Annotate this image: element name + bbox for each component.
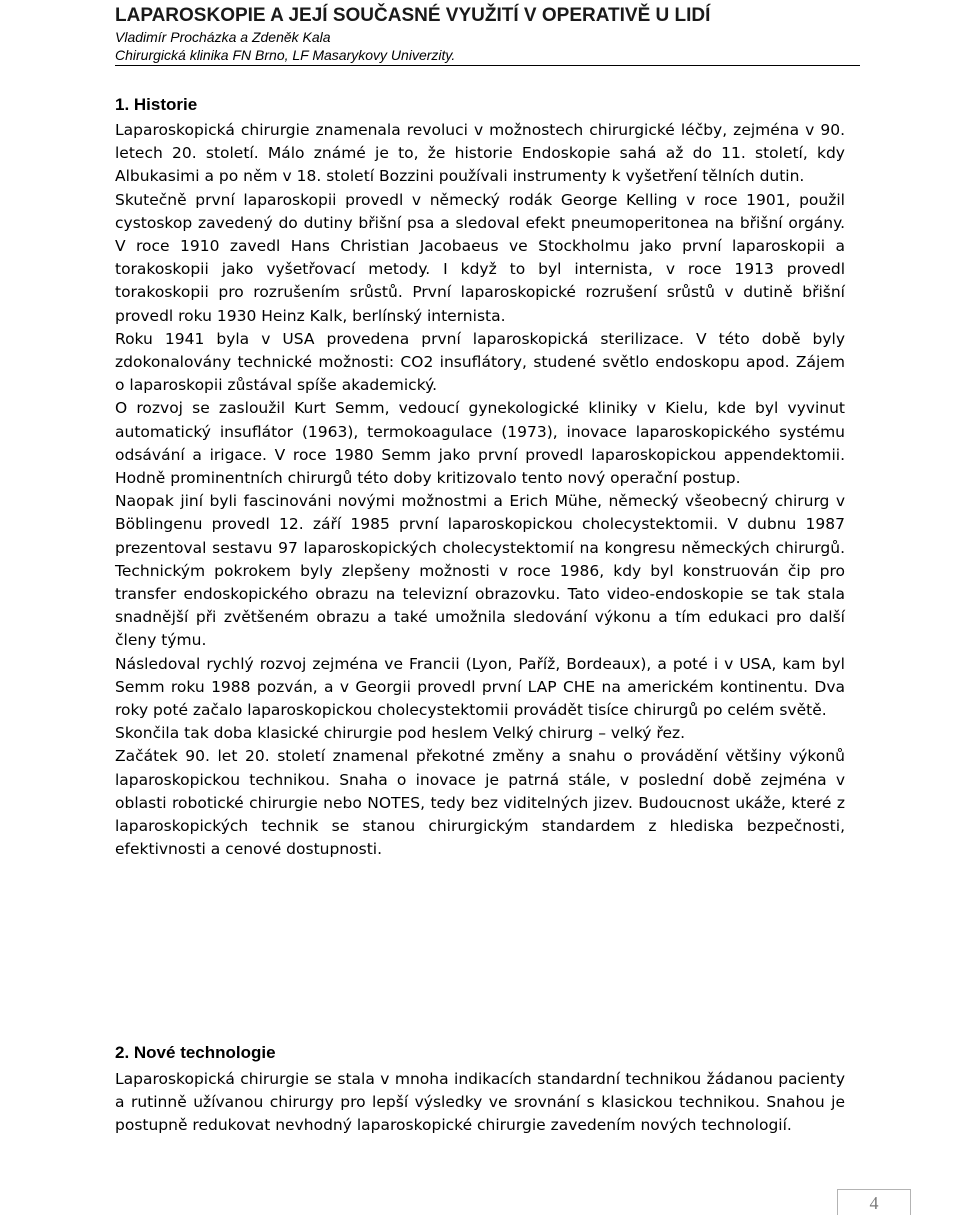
- paragraph: O rozvoj se zasloužil Kurt Semm, vedoucí gynekologické kliniky v Kielu, kde byl vyvinut automatický insuflátor (1963), termokoagulace (1973), inovace laparoskopického systému odsávání a irigace. V roce 1980 Semm jako první provedl laparoskopickou appendektomii. Hodně prominentních chirurgů této doby kritizovalo tento nový operační postup.: [115, 399, 845, 488]
- document-header: [115, 4, 860, 66]
- paragraph: Začátek 90. let 20. století znamenal překotné změny a snahu o provádění většiny výkonů laparoskopickou technikou. Snaha o inovace je patrná stále, v poslední době zejména v oblasti robotické chirurgie nebo NOTES, tedy bez viditelných jizev. Budoucnost ukáže, které z laparoskopických technik se stanou chirurgickým standardem z hlediska bezpečnosti, efektivnosti a cenové dostupnosti.: [115, 747, 845, 859]
- section-heading-nove-technologie: 2. Nové technologie: [115, 1043, 276, 1062]
- document-page: [115, 0, 845, 1213]
- paragraph: Laparoskopická chirurgie se stala v mnoha indikacích standardní technikou žádanou pacienty a rutinně užívanou chirurgy pro lepší výsledky ve srovnání s klasickou technikou. Snahou je postupně redukovat nevhodný laparoskopické chirurgie zavedením nových technologií.: [115, 1070, 845, 1135]
- section-heading-historie: 1. Historie: [115, 95, 198, 114]
- authors: Vladimír Procházka a Zdeněk Kala: [115, 29, 331, 45]
- page-number-box: [837, 1189, 911, 1215]
- paragraph: Naopak jiní byli fascinováni novými možnostmi a Erich Mühe, německý všeobecný chirurg v Böblingenu provedl 12. září 1985 první laparoskopickou cholecystektomii. V dubnu 1987 prezentoval sestavu 97 laparoskopických cholecystektomií na kongresu německých chirurgů. Technickým pokrokem byly zlepšeny možnosti v roce 1986, kdy byl konstruován čip pro transfer endoskopického obrazu na televizní obrazovku. Tato video-endoskopie se tak stala snadnější při zvětšeném obrazu a také umožnila sledování výkonu a tím edukaci pro další členy týmu.: [115, 492, 845, 650]
- section-body-nove-technologie: [115, 1068, 845, 1138]
- paragraph: Následoval rychlý rozvoj zejména ve Francii (Lyon, Paříž, Bordeaux), a poté i v USA, kam byl Semm roku 1988 pozván, a v Georgii provedl první LAP CHE na americkém kontinentu. Dva roky poté začalo laparoskopickou cholecystektomii provádět tisíce chirurgů po celém světě.: [115, 654, 845, 720]
- document-title: LAPAROSKOPIE A JEJÍ SOUČASNÉ VYUŽITÍ V OPERATIVĚ U LIDÍ: [115, 5, 711, 26]
- paragraph: Skutečně první laparoskopii provedl v německý rodák George Kelling v roce 1901, použil cystoskop zavedený do dutiny břišní psa a sledoval efekt pneumoperitonea na břišní orgány. V roce 1910 zavedl Hans Christian Jacobaeus ve Stockholmu jako první laparoskopii a torakoskopii jako vyšetřovací metody. I když to byl internista, v roce 1913 provedl torakoskopii pro rozrušením srůstů. První laparoskopické rozrušení srůstů v dutině břišní provedl roku 1930 Heinz Kalk, berlínský internista.: [115, 190, 845, 325]
- paragraph: Skončila tak doba klasické chirurgie pod heslem Velký chirurg – velký řez.: [115, 724, 686, 743]
- section-body-historie: [115, 119, 845, 862]
- page-number: 4: [869, 1193, 879, 1213]
- paragraph: Laparoskopická chirurgie znamenala revoluci v možnostech chirurgické léčby, zejména v 90. letech 20. století. Málo známé je to, že historie Endoskopie sahá až do 11. století, kdy Albukasimi a po něm v 18. století Bozzini používali instrumenty k vyšetření tělních dutin.: [115, 121, 845, 186]
- paragraph: Roku 1941 byla v USA provedena první laparoskopická sterilizace. V této době byly zdokonalovány technické možnosti: CO2 insuflátory, studené světlo endoskopu apod. Zájem o laparoskopii zůstával spíše akademický.: [115, 329, 845, 395]
- affiliation: Chirurgická klinika FN Brno, LF Masarykovy Univerzity.: [115, 47, 456, 63]
